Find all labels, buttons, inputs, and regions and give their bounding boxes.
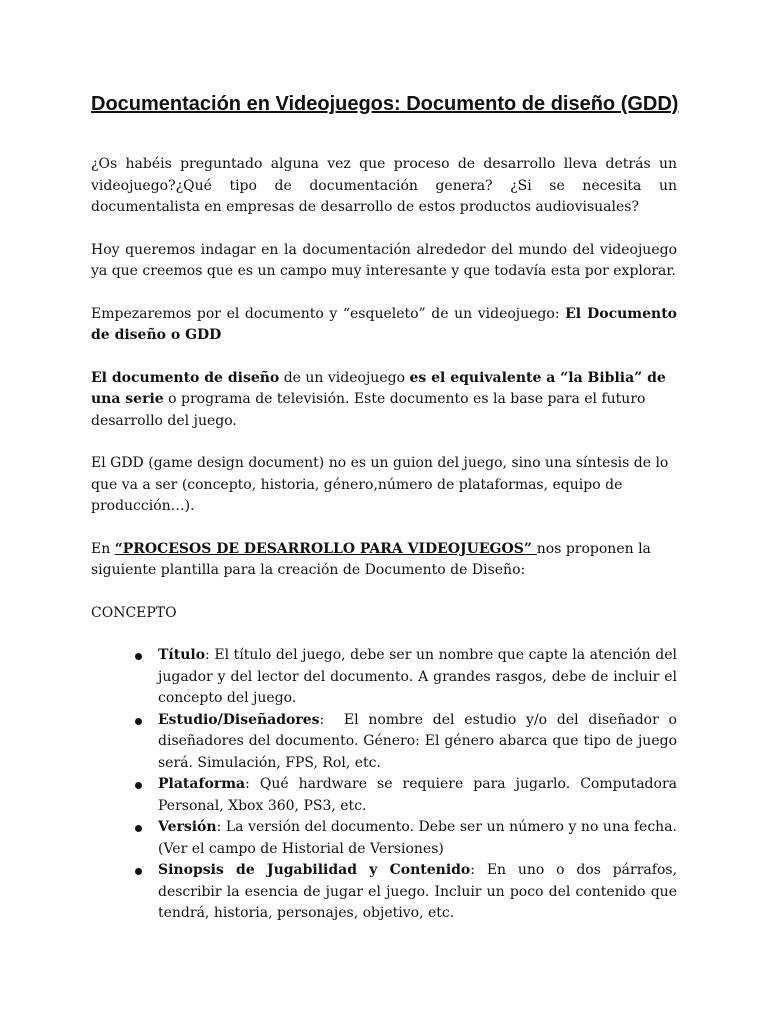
template-text-2: nos proponen la siguiente plantilla para la creación de Documento de Diseño:	[91, 540, 651, 578]
bullet-icon	[135, 782, 142, 789]
intro-paragraph: ¿Os habéis preguntado alguna vez que proceso de desarrollo lleva detrás un videojuego?¿Qué tipo de documentación genera? ¿Si se necesita un documentalista en empresas de desarrollo de estos productos audiovisuales?	[91, 156, 677, 215]
gdd-intro-bold: El Documento de diseño o GDD	[91, 305, 678, 343]
item-term: Versión	[158, 819, 217, 835]
document-body	[91, 154, 677, 925]
item-desc: El nombre del estudio y/o del diseñador o diseñadores del documento. Género: El género abarca que tipo de juego será. Simulación, FPS, Rol, etc.	[158, 711, 677, 771]
list-item-sinopsis	[91, 860, 677, 925]
gdd-intro-text: Empezaremos por el documento y “esqueleto” de un videojuego:	[91, 305, 566, 322]
concept-list	[91, 645, 677, 925]
item-term: Sinopsis de Jugabilidad y Contenido	[158, 862, 471, 878]
list-item-plataforma	[91, 774, 677, 817]
list-item-titulo	[91, 645, 677, 710]
list-item-estudio	[91, 710, 677, 775]
bible-paragraph	[91, 368, 677, 433]
bible-text-1: de un videojuego	[279, 369, 410, 386]
item-desc: La versión del documento. Debe ser un número y no una fecha. (Ver el campo de Historial de Versiones)	[158, 819, 677, 857]
template-text-1: En	[91, 540, 115, 557]
document-title: Documentación en Videojuegos: Documento de diseño (GDD)	[91, 93, 679, 115]
item-desc: El título del juego, debe ser un nombre que capte la atención del jugador y del lector del documento. A grandes rasgos, debe de incluir el concepto del juego.	[158, 647, 677, 706]
bullet-icon	[135, 825, 142, 832]
list-item-version	[91, 817, 677, 860]
item-term: Título	[158, 647, 206, 663]
template-link[interactable]: “PROCESOS DE DESARROLLO PARA VIDEOJUEGOS”	[114, 540, 537, 557]
bible-bold-1: El documento de diseño	[91, 369, 280, 386]
template-paragraph	[91, 539, 677, 582]
section-heading	[91, 603, 677, 625]
item-desc: En uno o dos párrafos, describir la esencia de jugar el juego. Incluir un poco del contenido que tendrá, historia, personajes, objetivo, etc.	[158, 862, 678, 921]
section-heading-text: CONCEPTO	[91, 604, 177, 621]
gdd-definition-paragraph: El GDD (game design document) no es un guion del juego, sino una síntesis de lo que va a ser (concepto, historia, género,número de plataformas, equipo de producción…).	[91, 455, 669, 514]
item-sep: :	[216, 819, 226, 835]
item-desc: Qué hardware se requiere para jugarlo. Computadora Personal, Xbox 360, PS3, etc.	[158, 776, 677, 814]
item-sep: :	[319, 711, 344, 728]
gdd-intro-paragraph	[91, 304, 677, 347]
item-term: Estudio/Diseñadores	[158, 711, 320, 728]
item-term: Plataforma	[158, 776, 246, 792]
item-sep: :	[470, 862, 487, 878]
bible-text-2: o programa de televisión. Este documento es la base para el futuro desarrollo del juego.	[91, 391, 646, 429]
bullet-icon	[135, 868, 142, 875]
item-sep: :	[245, 776, 260, 792]
bullet-icon	[135, 653, 142, 660]
bullet-icon	[135, 718, 142, 725]
bible-bold-2: es el equivalente a “la Biblia” de una serie	[91, 369, 666, 407]
purpose-paragraph: Hoy queremos indagar en la documentación alrededor del mundo del videojuego ya que creemos que es un campo muy interesante y que todavía esta por explorar.	[91, 241, 677, 279]
item-sep: :	[205, 647, 215, 663]
